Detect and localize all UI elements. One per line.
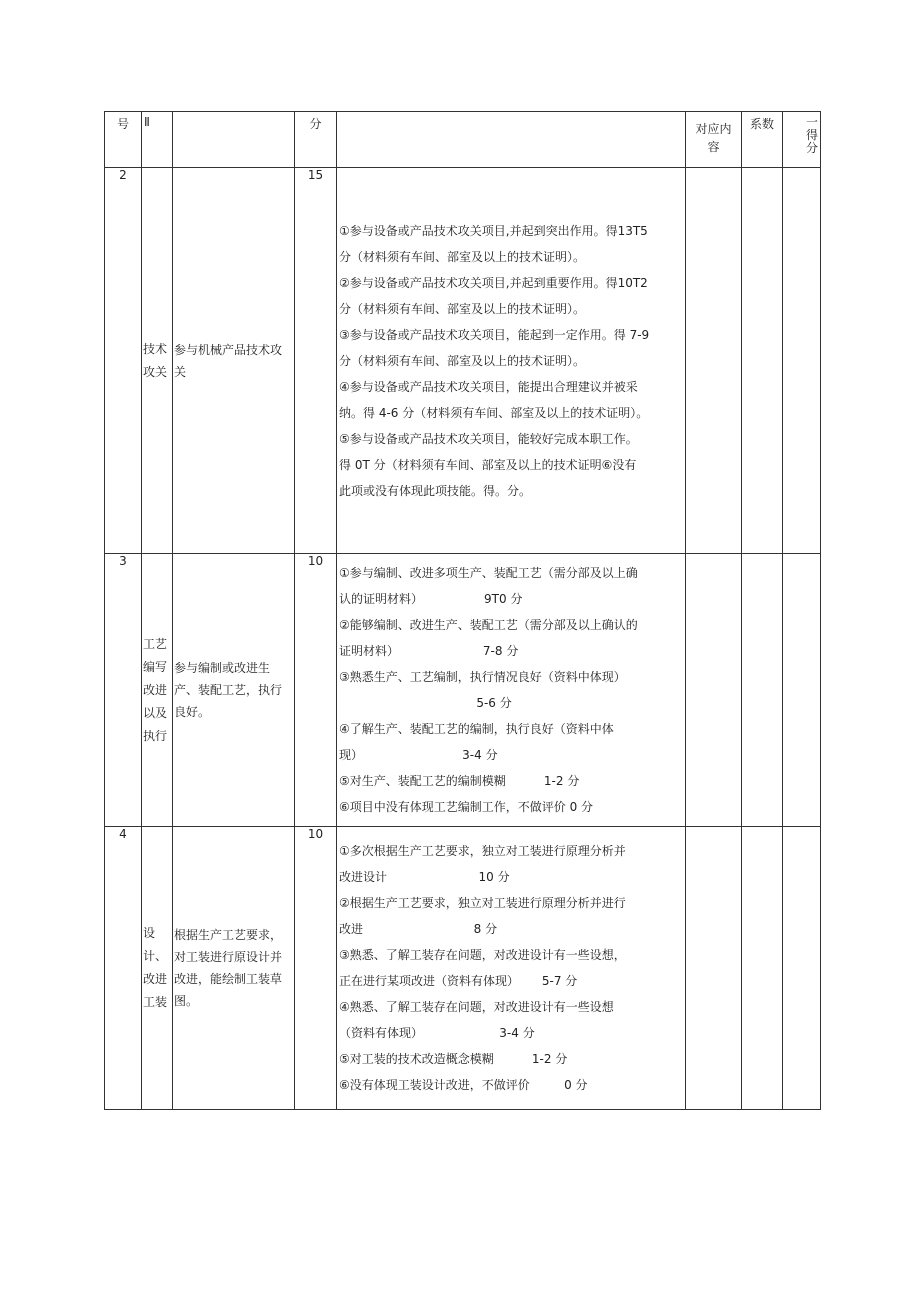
- header-score: [783, 112, 821, 168]
- row-match: [686, 554, 742, 827]
- row-item: 设计、改进工装: [142, 827, 173, 1110]
- criteria-line: 证明材料） 7-8 分: [339, 644, 519, 658]
- criteria-line: ②根据生产工艺要求，独立对工装进行原理分析并进行: [339, 896, 626, 910]
- row-points: 10: [295, 827, 337, 1110]
- evaluation-table: [104, 111, 821, 1110]
- header-item: Ⅱ: [142, 112, 173, 168]
- row-points: 15: [295, 168, 337, 554]
- header-points: 分: [295, 112, 337, 168]
- criteria-line: ⑤对工装的技术改造概念模糊 1-2 分: [339, 1052, 568, 1066]
- criteria-line: ②能够编制、改进生产、装配工艺（需分部及以上确认的: [339, 618, 638, 632]
- row-score: [783, 827, 821, 1110]
- criteria-line: ③熟悉生产、工艺编制，执行情况良好（资料中体现）: [339, 670, 626, 684]
- row-points: 10: [295, 554, 337, 827]
- table-row: [105, 827, 821, 1110]
- criteria-line: ⑤参与设备或产品技术攻关项目，能较好完成本职工作。: [339, 431, 638, 446]
- table-row: [105, 554, 821, 827]
- row-no: 3: [105, 554, 142, 827]
- criteria-line: 纳。得 4-6 分（材料须有车间、部室及以上的技术证明）。: [339, 405, 649, 420]
- criteria-line: ⑤对生产、装配工艺的编制模糊 1-2 分: [339, 774, 580, 788]
- header-score-label: 得分: [805, 128, 818, 155]
- criteria-line: ①参与编制、改进多项生产、装配工艺（需分部及以上确: [339, 566, 638, 580]
- criteria-line: ④熟悉、了解工装存在问题，对改进设计有一些设想: [339, 1000, 614, 1014]
- criteria-line: ⑥没有体现工装设计改进，不做评价 0 分: [339, 1078, 588, 1092]
- header-match-label: 对应内容: [695, 122, 732, 154]
- criteria-line: ④参与设备或产品技术攻关项目，能提出合理建议并被采: [339, 379, 638, 394]
- criteria-line: 分（材料须有车间、部室及以上的技术证明）。: [339, 301, 586, 316]
- row-no: 4: [105, 827, 142, 1110]
- header-row: [105, 112, 821, 168]
- criteria-line: 分（材料须有车间、部室及以上的技术证明）。: [339, 249, 586, 264]
- criteria-line: ③熟悉、了解工装存在问题，对改进设计有一些设想，: [339, 948, 626, 962]
- row-item: 技术攻关: [142, 168, 173, 554]
- criteria-line: 得 0T 分（材料须有车间、部室及以上的技术证明⑥没有: [339, 457, 637, 472]
- criteria-line: 现） 3-4 分: [339, 748, 498, 762]
- header-score-mark: 一: [805, 115, 818, 129]
- header-match: [686, 112, 742, 168]
- row-match: [686, 827, 742, 1110]
- header-no: 号: [105, 112, 142, 168]
- row-no: 2: [105, 168, 142, 554]
- criteria-line: ②参与设备或产品技术攻关项目,并起到重要作用。得10T2: [339, 275, 648, 290]
- row-standard: 根据生产工艺要求，对工装进行原设计并改进，能绘制工装草图。: [173, 827, 295, 1110]
- header-standard: [173, 112, 295, 168]
- table-row: [105, 168, 821, 554]
- criteria-line: （资料有体现） 3-4 分: [339, 1026, 535, 1040]
- row-match: [686, 168, 742, 554]
- row-criteria: [337, 827, 686, 1110]
- row-coef: [742, 554, 783, 827]
- row-criteria: [337, 554, 686, 827]
- row-coef: [742, 827, 783, 1110]
- row-standard: 参与机械产品技术攻关: [173, 168, 295, 554]
- row-coef: [742, 168, 783, 554]
- row-score: [783, 554, 821, 827]
- row-standard: 参与编制或改进生产、装配工艺，执行良好。: [173, 554, 295, 827]
- row-item: 工艺编写改进以及执行: [142, 554, 173, 827]
- criteria-line: ⑥项目中没有体现工艺编制工作，不做评价 0 分: [339, 800, 594, 814]
- criteria-line: ③参与设备或产品技术攻关项目，能起到一定作用。得 7-9: [339, 327, 650, 342]
- criteria-line: 认的证明材料） 9T0 分: [339, 592, 523, 606]
- header-coef: 系数: [742, 112, 783, 168]
- criteria-line: 分（材料须有车间、部室及以上的技术证明）。: [339, 353, 586, 368]
- row-criteria: [337, 168, 686, 554]
- row-score: [783, 168, 821, 554]
- criteria-line: 改进设计 10 分: [339, 870, 510, 884]
- criteria-line: ④了解生产、装配工艺的编制，执行良好（资料中体: [339, 722, 614, 736]
- criteria-line: ①参与设备或产品技术攻关项目,并起到突出作用。得13T5: [339, 223, 648, 238]
- criteria-line: 5-6 分: [339, 696, 512, 710]
- criteria-line: 此项或没有体现此项技能。得。分。: [339, 483, 532, 498]
- criteria-line: ①多次根据生产工艺要求，独立对工装进行原理分析并: [339, 844, 626, 858]
- criteria-line: 改进 8 分: [339, 922, 498, 936]
- header-criteria: [337, 112, 686, 168]
- criteria-line: 正在进行某项改进（资料有体现） 5-7 分: [339, 974, 578, 988]
